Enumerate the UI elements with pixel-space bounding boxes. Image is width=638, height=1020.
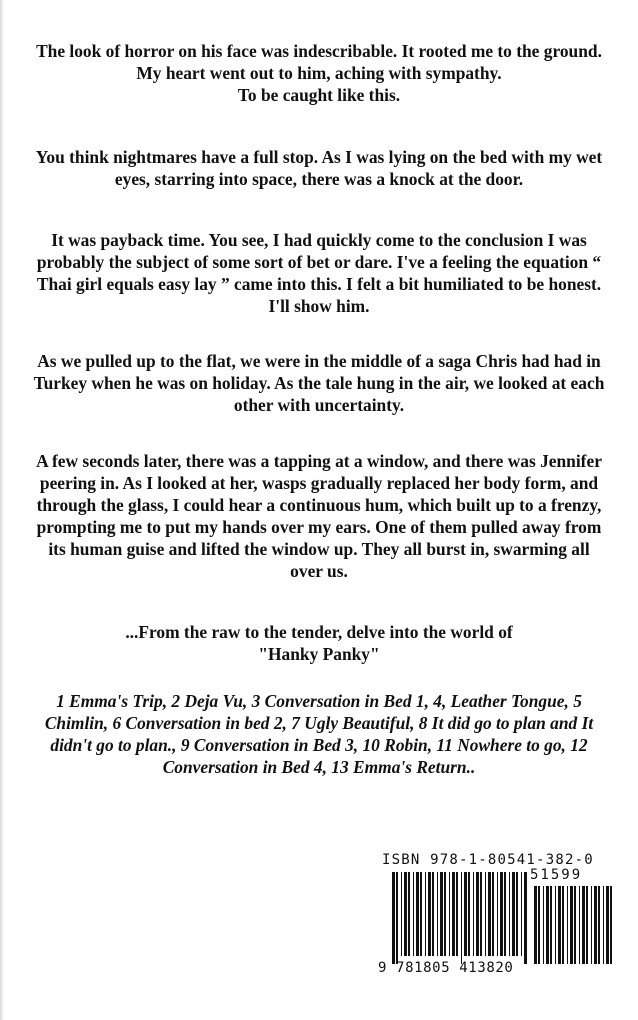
page-edge-shadow <box>0 0 4 1020</box>
isbn-label: ISBN 978-1-80541-382-0 <box>382 852 594 868</box>
barcode-bar <box>468 872 470 956</box>
barcode-bar <box>473 872 474 956</box>
barcode-bar <box>425 872 426 956</box>
isbn-barcode <box>378 852 618 980</box>
barcode-bar <box>428 872 431 956</box>
barcode-bar <box>538 886 540 964</box>
blurb-paragraph-3: It was payback time. You see, I had quickly come to the conclusion I was probably the subject of some sort of bet or dare. I've a feeling the equation “ Thai girl equals easy lay ” came into this. I felt a bit humiliated to be honest. I'll show him. <box>36 230 602 316</box>
barcode-bar <box>562 886 564 964</box>
barcode-bar <box>408 872 410 956</box>
barcode-bar <box>404 872 407 956</box>
barcode-bar <box>524 872 527 964</box>
barcode-bar <box>401 872 402 956</box>
barcode-bar <box>579 886 580 964</box>
barcode-bar <box>516 872 518 956</box>
barcode-bar <box>512 872 515 956</box>
barcode-bar <box>464 872 467 956</box>
barcode-bar <box>500 872 503 956</box>
barcode-bar <box>546 886 549 964</box>
barcode-bar <box>521 872 522 956</box>
barcode-addon-bars <box>534 886 612 964</box>
barcode-bar <box>444 872 446 956</box>
barcode-bar <box>420 872 422 956</box>
blurb-paragraph-1: The look of horror on his face was indescribable. It rooted me to the ground. My heart went out to him, aching with sympathy. To be caught like this. <box>36 41 602 105</box>
barcode-bar <box>432 872 434 956</box>
barcode-bar <box>591 886 592 964</box>
barcode-bar <box>603 886 604 964</box>
barcode-bar <box>396 872 398 964</box>
tagline-line-1: ...From the raw to the tender, delve into the world of <box>125 622 513 642</box>
blurb-paragraph-4: As we pulled up to the flat, we were in the middle of a saga Chris had had in Turkey when he was on holiday. As the tale hung in the air, we looked at each other with uncertainty. <box>33 351 605 415</box>
barcode-bar <box>534 886 537 964</box>
barcode-bar <box>567 886 568 964</box>
barcode-main-digits: 9 781805 413820 <box>378 960 514 976</box>
chapter-list: 1 Emma's Trip, 2 Deja Vu, 3 Conversation in Bed 1, 4, Leather Tongue, 5 Chimlin, 6 Conversation in bed 2, 7 Ugly Beautiful, 8 It did go to plan and It didn't go to plan., 9 Conversation in Bed 3, 10 Robin, 11 Nowhere to go, 12 Conversation in Bed 4, 13 Emma's Return.. <box>44 691 594 777</box>
blurb-paragraph-2: You think nightmares have a full stop. As I was lying on the bed with my wet eyes, starring into space, there was a knock at the door. <box>35 147 603 189</box>
barcode-bar <box>452 872 455 956</box>
barcode-bar <box>485 872 486 956</box>
barcode-addon-digits: 51599 <box>530 867 583 883</box>
barcode-bar <box>437 872 438 956</box>
barcode-bar <box>509 872 510 956</box>
barcode-main-bars <box>392 872 527 964</box>
barcode-bar <box>476 872 479 956</box>
barcode-bar <box>416 872 419 956</box>
barcode-bar <box>497 872 498 956</box>
book-title: "Hanky Panky" <box>258 644 380 664</box>
tagline <box>30 621 608 665</box>
barcode-bar <box>492 872 494 956</box>
barcode-bar <box>606 886 609 964</box>
barcode-bar <box>574 886 576 964</box>
blurb-paragraph-5: A few seconds later, there was a tapping at a window, and there was Jennifer peering in. As I looked at her, wasps gradually replaced her body form, and through the glass, I could hear a continuous hum, which built up to a frenzy, prompting me to put my hands over my ears. One of them pulled away from its human guise and lifted the window up. They all burst in, swarming all over us. <box>36 451 602 581</box>
barcode-bar <box>543 886 544 964</box>
barcode-bar <box>570 886 573 964</box>
barcode-bar <box>610 886 612 964</box>
barcode-bar <box>586 886 588 964</box>
barcode-bar <box>461 872 462 964</box>
barcode-bar <box>413 872 414 956</box>
barcode-bar <box>440 872 443 956</box>
barcode-bar <box>504 872 506 956</box>
barcode-bar <box>456 872 458 956</box>
barcode-bar <box>558 886 561 964</box>
barcode-bar <box>550 886 552 964</box>
barcode-bar <box>392 872 395 964</box>
barcode-bar <box>555 886 556 964</box>
barcode-bar <box>449 872 450 956</box>
barcode-bar <box>480 872 482 956</box>
barcode-bar <box>582 886 585 964</box>
barcode-bar <box>594 886 597 964</box>
barcode-bar <box>598 886 600 964</box>
barcode-bar <box>488 872 491 956</box>
